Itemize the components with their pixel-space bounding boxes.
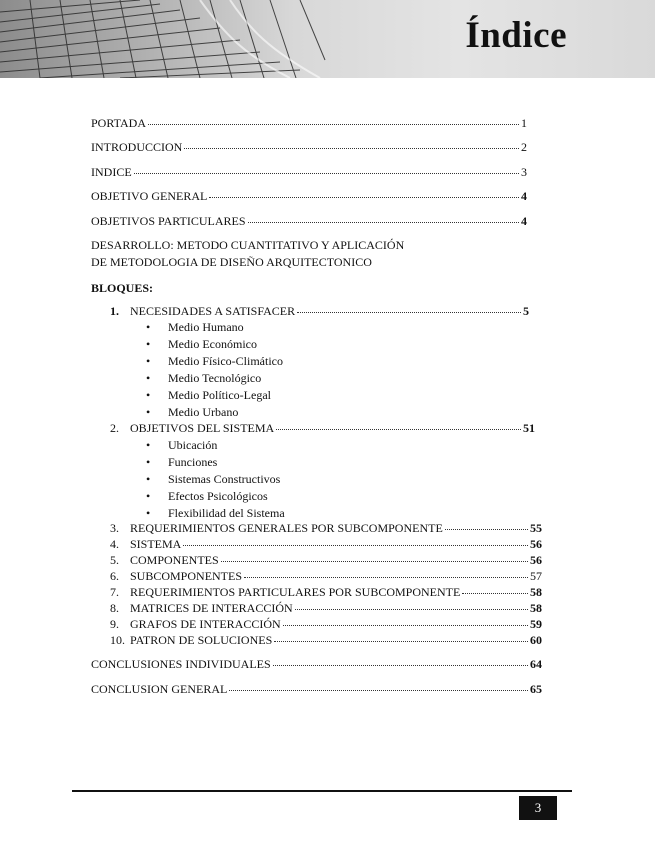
item-number: 1. — [110, 304, 119, 318]
bullet-item: • Flexibilidad del Sistema — [146, 506, 285, 520]
toc-entry-page: 1 — [521, 116, 527, 130]
toc-item-label: REQUERIMIENTOS GENERALES POR SUBCOMPONENTE — [130, 521, 443, 535]
toc-item-label: SUBCOMPONENTES — [130, 569, 243, 583]
leader-dots — [244, 577, 528, 578]
toc-item-page: 60 — [530, 633, 542, 647]
item-number: 10. — [110, 633, 125, 647]
bullet-item: • Medio Humano — [146, 320, 244, 334]
item-number: 2. — [110, 421, 119, 435]
bullet-item: • Medio Físico-Climático — [146, 354, 283, 368]
bullet-item: • Efectos Psicológicos — [146, 489, 268, 503]
toc-item-label: NECESIDADES A SATISFACER — [130, 304, 296, 318]
toc-item-page: 56 — [530, 553, 542, 567]
desarrollo-line: DESARROLLO: METODO CUANTITATIVO Y APLICACIÓN — [91, 238, 405, 252]
leader-dots — [134, 173, 519, 174]
leader-dots — [297, 312, 521, 313]
leader-dots — [283, 625, 528, 626]
bullet-item: • Sistemas Constructivos — [146, 472, 281, 486]
toc-entry-page: 65 — [530, 682, 542, 696]
leader-dots — [148, 124, 519, 125]
bullet-item: • Ubicación — [146, 438, 218, 452]
leader-dots — [221, 561, 528, 562]
toc-item[interactable] — [110, 421, 535, 435]
leader-dots — [273, 665, 528, 666]
leader-dots — [274, 641, 528, 642]
leader-dots — [445, 529, 528, 530]
toc-entry-label: INTRODUCCION — [91, 140, 183, 154]
toc-item-page: 51 — [523, 421, 535, 435]
toc-item-page: 58 — [530, 601, 542, 615]
bullet-item: • Funciones — [146, 455, 218, 469]
item-number: 5. — [110, 553, 119, 567]
leader-dots — [183, 545, 528, 546]
bullet-item: • Medio Económico — [146, 337, 257, 351]
leader-dots — [184, 148, 519, 149]
toc-item-label: PATRON DE SOLUCIONES — [130, 633, 273, 647]
toc-item[interactable] — [110, 617, 542, 631]
footer-rule — [72, 790, 572, 792]
toc-entry-label: INDICE — [91, 165, 132, 179]
page-title: Índice — [465, 15, 567, 56]
toc-entry-label: CONCLUSION GENERAL — [91, 682, 228, 696]
bloques-heading: BLOQUES: — [91, 281, 154, 295]
toc-item-label: MATRICES DE INTERACCIÓN — [130, 601, 293, 615]
bullet-item: • Medio Urbano — [146, 405, 239, 419]
toc-item-label: COMPONENTES — [130, 553, 219, 567]
toc-entry-page: 4 — [521, 214, 527, 228]
item-number: 8. — [110, 601, 119, 615]
toc-entry[interactable] — [91, 682, 542, 696]
leader-dots — [229, 690, 528, 691]
item-number: 4. — [110, 537, 119, 551]
toc-item-page: 57 — [530, 569, 542, 583]
toc-entry[interactable] — [91, 657, 542, 671]
toc-item-page: 56 — [530, 537, 542, 551]
toc-item[interactable] — [110, 553, 542, 567]
building-facade-graphic — [0, 0, 330, 78]
item-number: 7. — [110, 585, 119, 599]
toc-entry-label: CONCLUSIONES INDIVIDUALES — [91, 657, 271, 671]
toc-item-label: GRAFOS DE INTERACCIÓN — [130, 617, 281, 631]
toc-item-label: OBJETIVOS DEL SISTEMA — [130, 421, 275, 435]
toc-entry-page: 2 — [521, 140, 527, 154]
toc-item-page: 5 — [523, 304, 529, 318]
toc-item[interactable] — [110, 537, 542, 551]
toc-item-label: SISTEMA — [130, 537, 182, 551]
toc-item-page: 59 — [530, 617, 542, 631]
toc-entry-page: 3 — [521, 165, 527, 179]
toc-item-page: 58 — [530, 585, 542, 599]
bullet-item: • Medio Tecnológico — [146, 371, 262, 385]
page-number: 3 — [519, 796, 557, 820]
toc-entry-label: PORTADA — [91, 116, 146, 130]
bullet-item: • Medio Político-Legal — [146, 388, 271, 402]
toc-entry-page: 64 — [530, 657, 542, 671]
toc-entry[interactable] — [91, 189, 527, 203]
toc-item[interactable] — [110, 633, 542, 647]
toc-item[interactable] — [110, 585, 542, 599]
toc-item[interactable] — [110, 304, 529, 318]
toc-item[interactable] — [110, 569, 542, 583]
desarrollo-line: DE METODOLOGIA DE DISEÑO ARQUITECTONICO — [91, 255, 372, 269]
header-banner — [0, 0, 655, 78]
toc-entry-page: 4 — [521, 189, 527, 203]
toc-entry[interactable] — [91, 165, 527, 179]
leader-dots — [276, 429, 521, 430]
toc-item[interactable] — [110, 521, 542, 535]
leader-dots — [295, 609, 528, 610]
toc-entry[interactable] — [91, 140, 527, 154]
item-number: 6. — [110, 569, 119, 583]
item-number: 9. — [110, 617, 119, 631]
leader-dots — [248, 222, 519, 223]
leader-dots — [462, 593, 528, 594]
item-number: 3. — [110, 521, 119, 535]
toc-entry[interactable] — [91, 116, 527, 130]
toc-item[interactable] — [110, 601, 542, 615]
toc-entry-label: OBJETIVOS PARTICULARES — [91, 214, 246, 228]
leader-dots — [209, 197, 519, 198]
toc-entry-label: OBJETIVO GENERAL — [91, 189, 208, 203]
toc-item-label: REQUERIMIENTOS PARTICULARES POR SUBCOMPONENTE — [130, 585, 461, 599]
toc-entry[interactable] — [91, 214, 527, 228]
toc-item-page: 55 — [530, 521, 542, 535]
